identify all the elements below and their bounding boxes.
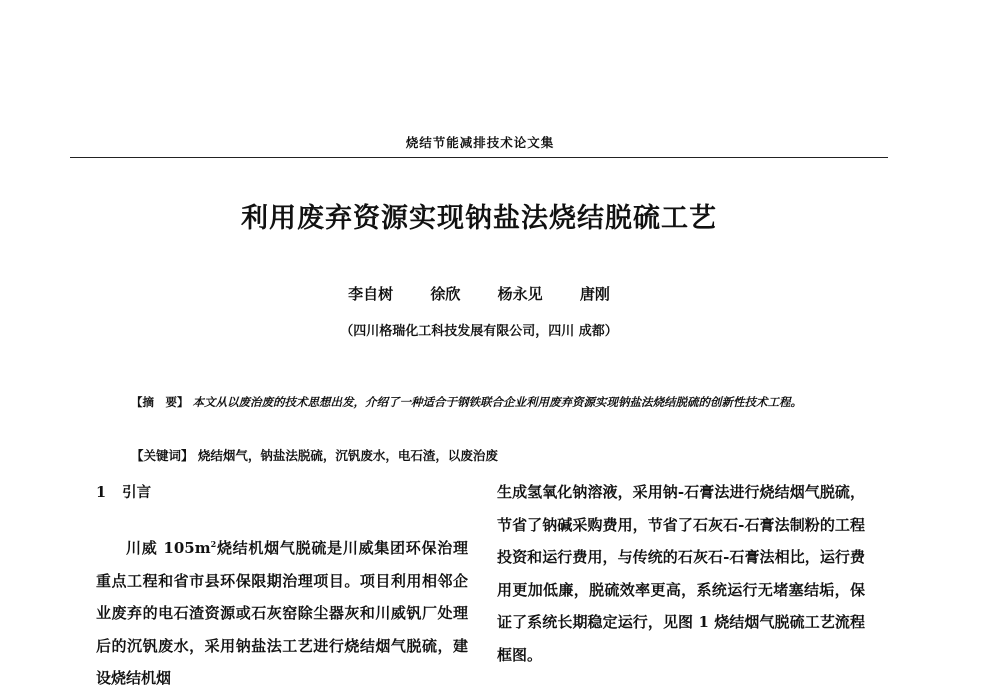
author-name: 唐刚 bbox=[579, 285, 610, 303]
running-header: 烧结节能减排技术论文集 bbox=[405, 135, 555, 150]
body-text: 川威 105m bbox=[126, 539, 211, 557]
keywords bbox=[131, 446, 871, 464]
body-column-left bbox=[96, 528, 468, 695]
header-rule bbox=[70, 157, 888, 158]
keywords-text: 烧结烟气，钠盐法脱硫，沉钒废水，电石渣，以废治废 bbox=[197, 448, 498, 463]
superscript: 2 bbox=[210, 539, 217, 549]
keywords-label: 【关键词】 bbox=[131, 448, 194, 463]
body-text: 烧结机烟气脱硫是川威集团环保治理重点工程和省市县环保限期治理项目。项目利用相邻企业废弃的电石渣资源或石灰窑除尘器灰和川威钒厂处理后的沉钒废水，采用钠盐法工艺进行烧结烟气脱硫，建设烧结机烟 bbox=[96, 539, 468, 687]
section-number: 1 bbox=[96, 484, 107, 501]
section-title: 引言 bbox=[122, 484, 152, 501]
abstract-text: 本文从以废治废的技术思想出发，介绍了一种适合于钢铁联合企业利用废弃资源实现钠盐法烧结脱硫的创新性技术工程。 bbox=[192, 395, 803, 409]
abstract-label: 【摘 要】 bbox=[131, 395, 189, 409]
affiliation: （四川格瑞化工科技发展有限公司，四川 成都） bbox=[340, 324, 618, 339]
author-name: 杨永见 bbox=[497, 285, 543, 303]
author-name: 徐欣 bbox=[430, 285, 461, 303]
section-heading bbox=[96, 481, 151, 502]
body-column-right: 生成氢氧化钠溶液，采用钠-石膏法进行烧结烟气脱硫，节省了钠碱采购费用，节省了石灰石-石膏法制粉的工程投资和运行费用，与传统的石灰石-石膏法相比，运行费用更加低廉，脱硫效率更高，系统运行无堵塞结垢，保证了系统长期稳定运行，见图 1 烧结烟气脱硫工艺流程框图。 bbox=[497, 483, 865, 664]
author-list bbox=[0, 283, 958, 304]
abstract bbox=[95, 387, 863, 417]
author-name: 李自树 bbox=[348, 285, 394, 303]
paper-title: 利用废弃资源实现钠盐法烧结脱硫工艺 bbox=[241, 203, 717, 234]
